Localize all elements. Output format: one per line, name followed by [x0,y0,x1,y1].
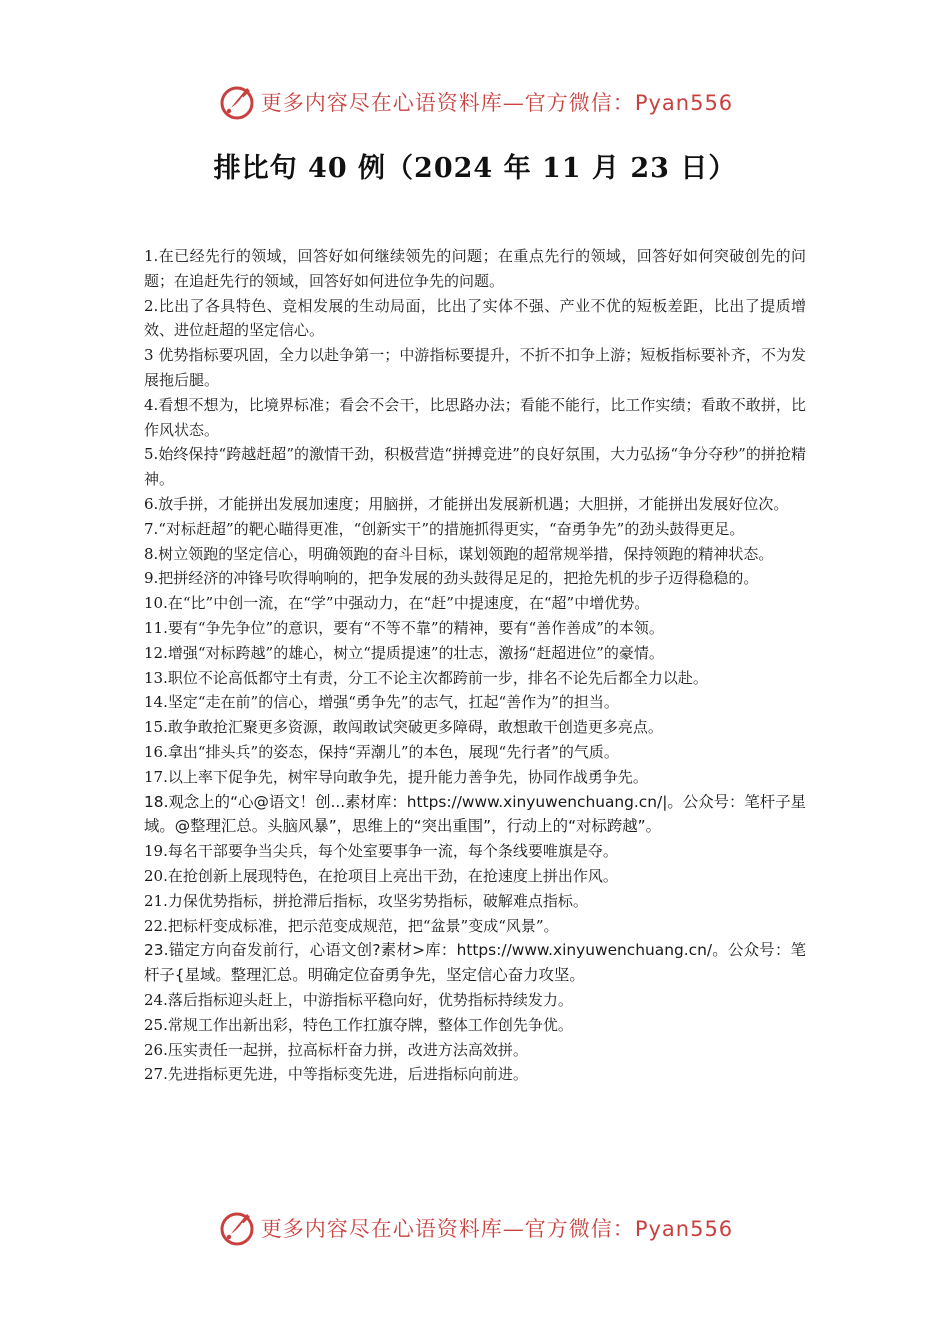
list-item: 9.把拼经济的冲锋号吹得响响的，把争发展的劲头鼓得足足的，把抢先机的步子迈得稳稳的。 [144,569,759,588]
list-item: 1.在已经先行的领域，回答好如何继续领先的问题；在重点先行的领域，回答好如何突破创先的问题；在追赶先行的领域，回答好如何进位争先的问题。 [144,247,806,290]
header-banner [0,80,950,124]
page-title: 排比句 40 例（2024 年 11 月 23 日） [213,153,737,184]
list-item: 19.每名干部要争当尖兵，每个处室要事争一流，每个条线要唯旗是夺。 [144,842,618,861]
list-item: 23.锚定方向奋发前行，心语文创?素材>库：https://www.xinyuwenchuang.cn/。公众号：笔杆子{星域。整理汇总。明确定位奋勇争先，坚定信心奋力攻坚。 [144,941,806,985]
document-body [144,244,806,1087]
list-item: 14.坚定“走在前”的信心，增强“勇争先”的志气，扛起“善作为”的担当。 [144,693,619,712]
list-item: 13.职位不论高低都守土有责，分工不论主次都跨前一步，排名不论先后都全力以赴。 [144,668,708,687]
banner-text: 更多内容尽在心语资料库—官方微信：Pyan556 [260,91,734,115]
list-item: 15.敢争敢抢汇聚更多资源，敢闯敢试突破更多障碍，敢想敢干创造更多亮点。 [144,718,663,737]
list-item: 20.在抢创新上展现特色，在抢项目上亮出干劲，在抢速度上拼出作风。 [144,866,618,885]
footer-banner [0,1206,950,1250]
quill-logo-icon [217,1208,257,1248]
list-item: 26.压实责任一起拼，拉高标杆奋力拼，改进方法高效拼。 [144,1040,528,1059]
banner-text: 更多内容尽在心语资料库—官方微信：Pyan556 [260,1217,734,1241]
list-item: 7.“对标赶超”的靶心瞄得更准，“创新实干”的措施抓得更实，“奋勇争先”的劲头鼓得更足。 [144,519,745,538]
quill-logo-icon [217,82,257,122]
list-item: 27.先进指标更先进，中等指标变先进，后进指标向前进。 [144,1065,528,1084]
list-item: 4.看想不想为，比境界标准；看会不会干，比思路办法；看能不能行，比工作实绩；看敢不敢拼，比作风状态。 [144,395,806,439]
list-item: 16.拿出“排头兵”的姿态，保持“弄潮儿”的本色，展现“先行者”的气质。 [144,742,619,761]
list-item: 18.观念上的“心@语文！创...素材库：https://www.xinyuwenchuang.cn/|。公众号：笔杆子星域。@整理汇总。头脑风暴”，思维上的“突出重围”，行动上的“对标跨越”。 [144,792,806,836]
list-item: 21.力保优势指标，拼抢滞后指标，攻坚劣势指标，破解难点指标。 [144,891,588,910]
list-item: 22.把标杆变成标准，把示范变成规范，把“盆景”变成“风景”。 [144,916,559,935]
list-item: 3 优势指标要巩固，全力以赴争第一；中游指标要提升，不折不扣争上游；短板指标要补齐，不为发展拖后腿。 [144,346,806,389]
list-item: 6.放手拼，才能拼出发展加速度；用脑拼，才能拼出发展新机遇；大胆拼，才能拼出发展好位次。 [144,494,789,513]
list-item: 25.常规工作出新出彩，特色工作扛旗夺牌，整体工作创先争优。 [144,1015,573,1034]
list-item: 2.比出了各具特色、竞相发展的生动局面，比出了实体不强、产业不优的短板差距，比出了提质增效、进位赶超的坚定信心。 [144,296,806,340]
list-item: 10.在“比”中创一流，在“学”中强动力，在“赶”中提速度，在“超”中增优势。 [144,594,650,613]
list-item: 8.树立领跑的坚定信心，明确领跑的奋斗目标，谋划领跑的超常规举措，保持领跑的精神状态。 [144,544,774,563]
list-item: 5.始终保持“跨越赶超”的激情干劲，积极营造“拼搏竞进”的良好氛围，大力弘扬“争分夺秒”的拼抢精神。 [144,445,806,489]
list-item: 24.落后指标迎头赶上，中游指标平稳向好，优势指标持续发力。 [144,990,573,1009]
list-item: 11.要有“争先争位”的意识，要有“不等不靠”的精神，要有“善作善成”的本领。 [144,618,664,637]
list-item: 12.增强“对标跨越”的雄心，树立“提质提速”的壮志，激扬“赶超进位”的豪情。 [144,643,664,662]
list-item: 17.以上率下促争先，树牢导向敢争先，提升能力善争先，协同作战勇争先。 [144,767,648,786]
